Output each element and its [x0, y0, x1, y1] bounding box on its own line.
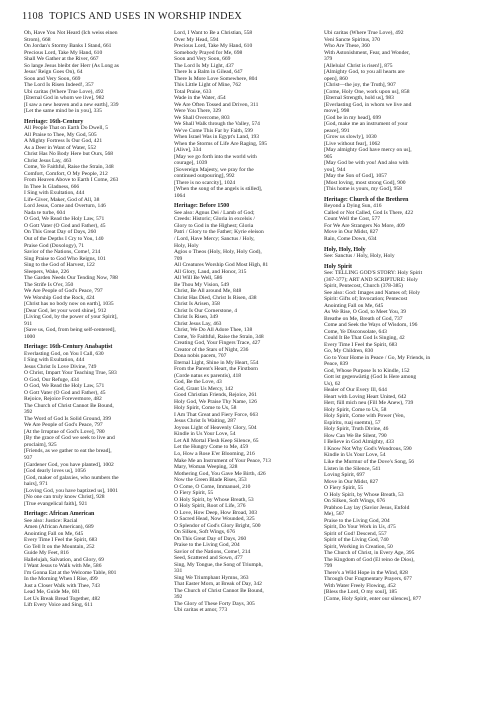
index-entry: All Glory, Laud, and Honor, 315 — [174, 268, 247, 275]
index-entry: Lord Jesus, Come and Overturn, 146 — [24, 203, 106, 210]
index-entry: Out of the Depths I Cry to You, 140 — [24, 235, 104, 242]
index-entry: Through Our Fragmentary Prayers, 677 — [324, 576, 412, 583]
index-entry: [There is no scarcity], 1024 — [174, 179, 236, 186]
index-entry-continuation: Me), 567 — [324, 511, 345, 518]
section-heading: Heritage: African American — [24, 511, 95, 518]
index-entry: Sing to the God of Harvest, 122 — [24, 262, 95, 269]
index-entry: Soon and Very Soon, 669 — [174, 56, 231, 63]
index-entry: Christ, Be All around Me, 848 — [174, 288, 242, 295]
index-entry: How Can We Be Silent, 790 — [324, 432, 387, 439]
index-entry: From Heaven Above to Earth I Come, 263 — [24, 177, 119, 184]
index-entry: The Strife Is O'er, 350 — [24, 281, 74, 288]
index-entry: Dona nobis pacem, 707 — [174, 353, 227, 360]
index-entry: Eternal Light, Shine in My Heart, 554 — [174, 359, 259, 366]
index-entry: For We Are Strangers No More, 409 — [324, 222, 405, 229]
index-entry: As a Deer in Want of Water, 552 — [24, 144, 97, 151]
index-entry: Precious Lord, Take My Hand, 610 — [24, 49, 103, 56]
index-entry: See: Sanctus / Holy, Holy, Holy — [324, 253, 395, 260]
index-entry: Come, Ye Disconsolate, 643 — [324, 328, 387, 335]
index-entry: [May we go forth into the world with — [174, 153, 257, 160]
index-entry-continuation: Strom), 668 — [24, 36, 51, 43]
index-entry: Go, My Children, 830 — [324, 348, 374, 355]
index-entry: There Is More Love Somewhere, 804 — [174, 75, 258, 82]
index-entry: [Alleluia! Christ is risen!], 875 — [324, 62, 393, 69]
index-entry: Let All Mortal Flesh Keep Silence, 65 — [174, 437, 259, 444]
index-entry: God, Be the Love, 43 — [174, 379, 222, 386]
index-entry: See: TELLING GOD'S STORY: Holy Spirit — [324, 270, 423, 277]
index-entry: Come and Seek the Ways of Wisdom, 196 — [324, 322, 418, 329]
index-entry: Sing Praise to God Who Reigns, 101 — [24, 255, 106, 262]
index-entry: O Holy Spirit, by Whose Breath, 53 — [174, 496, 254, 503]
index-entry: Come, Ye Faithful, Raise the Strain, 348 — [174, 333, 264, 340]
index-entry: Christ Jesus Lay, 463 — [24, 157, 72, 164]
index-entry: [God, maker of galaxies, who numbers the — [24, 474, 119, 481]
index-entry: Life-Giver, Maker, God of All, 38 — [24, 196, 100, 203]
index-entry: From the Parent's Heart, the Firstborn — [174, 366, 258, 373]
index-entry: Praise God (Doxology), 71 — [24, 242, 85, 249]
index-entry-continuation: 392 — [174, 594, 183, 601]
index-entry: The Church of Christ, in Every Age, 395 — [324, 550, 415, 557]
section-heading: Heritage: 16th-Century Anabaptist — [24, 344, 113, 351]
index-entry: All Will Be Well, 586 — [174, 275, 223, 282]
index-entry: Precious Lord, Take My Hand, 610 — [174, 43, 253, 50]
index-entry: Somebody Prayed for Me, 698 — [174, 49, 243, 56]
index-entry: [True evangelical faith], 921 — [24, 500, 88, 507]
index-entry: [Sovereign Majesty, we pray for the — [174, 166, 254, 173]
index-entry: Good Christian Friends, Rejoice, 261 — [174, 392, 257, 399]
index-entry: I Want Jesus to Walk with Me, 586 — [24, 563, 102, 570]
index-entry: Christ Has No Body Here but Ours, 568 — [24, 151, 114, 158]
index-entry-continuation: 799 — [324, 563, 333, 570]
index-entry: Christ Is Our Cornerstone, 4 — [174, 307, 238, 314]
index-entry: Prabhoo Lay lay (Savior Jesus, Enfold — [324, 504, 410, 511]
index-entry-continuation: Jesus' Reign Goes On), 64 — [24, 69, 83, 76]
index-entry: Holy Spirit, Come to Us, 58 — [174, 405, 237, 412]
index-entry: O Come, O Come, Immanuel, 210 — [174, 483, 251, 490]
index-entry: Praise to the Living God, 204 — [324, 517, 390, 524]
index-entry: The Lord Is Risen Indeed!, 357 — [24, 82, 94, 89]
index-entry: Anointing Fall on Me, 645 — [24, 530, 84, 537]
index-entry: We Shall Overcome, 803 — [174, 114, 230, 121]
index-entry: [Eternal God in whom we live], 982 — [24, 95, 105, 102]
page-number: 1108 — [22, 11, 44, 22]
index-entry: There's a Wild Hope in the Wind, 828 — [324, 569, 408, 576]
index-entry: Seed, Scattered and Sown, 477 — [174, 555, 243, 562]
index-entry: Every Time I Feel the Spirit, 683 — [324, 341, 398, 348]
index-entry-continuation: hairs], 971 — [24, 481, 48, 488]
index-entry: Christ Is Risen, 349 — [174, 314, 219, 321]
index-entry: We've Come This Far by Faith, 599 — [174, 127, 253, 134]
index-entry: God, Whose Purpose Is to Kindle, 152 — [324, 367, 410, 374]
index-entry: In the Morning When I Rise, 499 — [24, 576, 98, 583]
index-entry: With Water Freely Flowing, 452 — [324, 582, 396, 589]
index-entry: All Praise to Thee, My God, 505 — [24, 131, 97, 138]
index-entry: [Most loving, most strong God], 900 — [324, 179, 406, 186]
index-entry: Lead Me, Guide Me, 601 — [24, 589, 81, 596]
index-entry: Nada te turbe, 604 — [24, 209, 65, 216]
index-entry: Christ Has Died, Christ Is Risen, 438 — [174, 294, 257, 301]
section-heading: Heritage: Church of the Brethren — [324, 196, 409, 203]
index-entry: So lange Jesus bleibt der Herr (As Long as — [24, 62, 119, 69]
index-entry: [When the song of the angels is stilled], — [174, 186, 263, 193]
index-entry: [Christ—the joy, the Truth], 907 — [324, 82, 396, 89]
index-entry: Creating God, Your Fingers Trace, 427 — [174, 340, 261, 347]
index-entry: Guide My Feet, 816 — [24, 550, 69, 557]
index-entry: All People That on Earth Do Dwell, 5 — [24, 125, 109, 132]
index-entry: Called or Not Called, God Is There, 422 — [324, 209, 414, 216]
index-entry: [Loving God, you have baptized us], 1001 — [24, 487, 118, 494]
index-entry: Loving Spirit, 697 — [324, 472, 365, 479]
index-entry: Lift Every Voice and Sing, 611 — [24, 602, 93, 609]
index-entry: O Holy Spirit, by Whose Breath, 53 — [324, 491, 404, 498]
index-entry: Sing, My Tongue, the Song of Triumph, — [174, 561, 263, 568]
index-entry: Let Us Break Bread Together, 482 — [24, 595, 100, 602]
index-entry: On Silken, Soft Wings, 676 — [324, 498, 386, 505]
index-entry-continuation: / Lord, Have Mercy; Sanctus / Holy, — [174, 235, 255, 242]
index-entry: Sleepers, Wake, 226 — [24, 268, 70, 275]
index-entry-continuation: Us), 62 — [324, 380, 341, 387]
index-entry: Joyous Light of Heavenly Glory, 504 — [174, 424, 257, 431]
index-column-1 — [24, 30, 174, 712]
index-entry: Herr, füll mich neu (Fill Me Anew), 739 — [324, 400, 414, 407]
index-entry: That Easter Morn, at Break of Day, 342 — [174, 581, 262, 588]
index-entry: See also: Agnus Dei / Lamb of God; — [174, 209, 255, 216]
index-entry: Kindle in Us Your Love, 54 — [324, 452, 386, 459]
index-entry: Spirit of God! Descend, 557 — [324, 530, 387, 537]
index-entry: O Love, How Deep, How Broad, 303 — [174, 509, 258, 516]
index-entry: Spirit, Working in Creation, 50 — [324, 543, 393, 550]
index-entry-continuation: Spirit: Gifts of; Invocation; Pentecost — [324, 296, 408, 303]
index-entry: The Kingdom of God (El reino de Dios), — [324, 556, 415, 563]
index-entry: [May God be with you! And also with — [324, 160, 409, 167]
index-entry-continuation: (Corde natus ex parentis), 418 — [174, 372, 242, 379]
index-entry: When Israel Was in Egypt's Land, 193 — [174, 134, 260, 141]
index-entry: The Glory of These Forty Days, 305 — [174, 600, 255, 607]
index-entry: Creator of the Stars of Night, 236 — [174, 346, 249, 353]
index-entry: We Shall Walk through the Valley, 574 — [174, 121, 260, 128]
index-entry: Praise to the Living God, 204 — [174, 542, 240, 549]
index-entry: Holy Spirit, Truth Divine, 46 — [324, 426, 389, 433]
index-entry: A Mighty Fortress Is Our God, 421 — [24, 138, 103, 145]
index-entry-continuation: Espíritu, ruaj suemtu), 57 — [324, 419, 381, 426]
index-entry: Rejoice, Rejoice Forevermore, 482 — [24, 396, 102, 403]
page-title: TOPICS AND USES IN WORSHIP INDEX — [49, 11, 243, 22]
index-entry-continuation: 1064 — [174, 192, 186, 199]
index-entry: We Are People of God's Peace, 797 — [24, 288, 103, 295]
index-entry-continuation: Holy, Holy — [174, 242, 199, 249]
running-head — [22, 11, 242, 22]
index-entry: Kindle in Us Your Love, 54 — [174, 431, 236, 438]
index-entry: Now the Green Blade Rises, 353 — [174, 477, 247, 484]
index-entry: Count Well the Cost, 577 — [324, 216, 380, 223]
index-entry: [Alive], 334 — [174, 147, 202, 154]
index-entry: [Eternal Strength, hold us], 983 — [324, 95, 394, 102]
index-entry: Come, Ye Faithful, Raise the Strain, 348 — [24, 164, 114, 171]
index-entry: Savior of the Nations, Come!, 214 — [174, 548, 251, 555]
index-entry: [May almighty God have mercy on us], — [324, 147, 412, 154]
index-entry: All Creatures Worship God Most High, 81 — [174, 262, 269, 269]
index-entry: Move in Our Midst, 827 — [324, 229, 379, 236]
index-entry: I Sing with Exultation, 444 — [24, 190, 85, 197]
index-entry: O Sacred Head, Now Wounded, 325 — [174, 516, 255, 523]
index-entry: Listen in the Silence, 541 — [324, 465, 381, 472]
index-entry: This Little Light of Mine, 762 — [174, 82, 241, 89]
index-column-3 — [324, 30, 474, 712]
index-entry: O God, Our Refuge, 434 — [24, 376, 79, 383]
index-entry: I'm Gonna Eat at the Welcome Table, 801 — [24, 569, 117, 576]
index-entry: O Gott Vater (O God and Father), 45 — [24, 389, 106, 396]
index-entry: Christ, We Do All Adore Thee, 138 — [174, 327, 253, 334]
index-entry: [Live without fear], 1062 — [324, 140, 381, 147]
index-entry: Oh, Have You Not Heard (Ich weiss einen — [24, 30, 118, 36]
index-entry-continuation: 331 — [174, 568, 183, 575]
index-entry: The Church of Christ Cannot Be Bound, — [174, 587, 264, 594]
index-entry: The Garden Needs Our Tending Now, 788 — [24, 275, 118, 282]
index-entry: Savior of the Nations, Come!, 214 — [24, 249, 101, 256]
index-entry: We Are Often Tossed and Driven, 311 — [174, 101, 259, 108]
index-entry: [May the Son of God], 1057 — [324, 173, 387, 180]
index-entry: On Silken, Soft Wings, 676 — [174, 529, 236, 536]
index-entry: [Come, Holy Spirit, enter our silences], 877 — [324, 595, 422, 602]
index-entry: On This Great Day of Days, 260 — [24, 229, 97, 236]
index-entry: Comfort, Comfort, O My People, 212 — [24, 170, 108, 177]
index-entry: Everlasting God, on You I Call, 630 — [24, 350, 104, 357]
index-entry: I Sing with Exultation, 444 — [24, 357, 85, 364]
index-entry: Healer of Our Every Ill, 644 — [324, 387, 387, 394]
index-entry-continuation: open], 860 — [324, 75, 348, 82]
index-entry: O Fiery Spirit, 55 — [174, 490, 214, 497]
index-entry: Just a Closer Walk with Thee, 743 — [24, 582, 100, 589]
index-entry: Mary, Woman Weeping, 328 — [174, 464, 238, 471]
index-entry: [God dearly loves us], 1056 — [24, 468, 86, 475]
index-entry-continuation: move], 998 — [324, 108, 350, 115]
index-entry: I Know Not Why God's Wondrous, 590 — [324, 445, 412, 452]
index-entry: Holy Spirit, Come to Us, 58 — [324, 406, 387, 413]
index-entry: Move in Our Midst, 827 — [324, 478, 379, 485]
index-entry-continuation: proclaim], 925 — [24, 441, 57, 448]
index-entry: Gott ist gegenwärtig (God Is Here among — [324, 374, 417, 381]
index-entry: Breathe on Me, Breath of God, 737 — [324, 315, 403, 322]
index-entry: O God, We Read the Holy Law, 571 — [24, 383, 105, 390]
index-entry: Total Praise, 633 — [174, 88, 212, 95]
index-entry-continuation: courage], 1039 — [174, 160, 208, 167]
index-entry-continuation: 379 — [324, 56, 333, 63]
index-entry: I Believe in God Almighty, 433 — [324, 439, 394, 446]
index-entry: Ubi caritas (Where True Love), 492 — [24, 88, 104, 95]
index-entry: There Is a Balm in Gilead, 647 — [174, 69, 243, 76]
index-entry: Soon and Very Soon, 669 — [24, 75, 81, 82]
index-entry: [Bless the Lord, O my soul], 185 — [324, 589, 398, 596]
index-entry: Lo, How a Rose E'er Blooming, 216 — [174, 451, 255, 457]
index-entry: O Christ, Impart Your Teaching True, 583 — [24, 370, 117, 377]
index-entry-continuation: 911 — [24, 320, 33, 327]
index-entry: [God, make me an instrument of your — [324, 121, 408, 128]
index-entry: Spirit of the Living God, 740 — [324, 537, 389, 544]
index-entry: Make Me an Instrument of Your Peace, 713 — [174, 457, 271, 464]
index-entry-continuation: Spirit, Pentecost, Church (378-385) — [324, 283, 404, 290]
index-entry: The Church of Christ Cannot Be Bound, — [24, 402, 114, 409]
index-entry: When the Storms of Life Are Raging, 595 — [174, 140, 268, 147]
index-entry: O Holy Spirit, Root of Life, 376 — [174, 503, 246, 510]
index-entry: Wade in the Water, 454 — [174, 95, 226, 102]
index-entry: O Splendor of God's Glory Bright, 500 — [174, 522, 261, 529]
index-entry: [Friends, as we gather to eat the bread], — [24, 448, 112, 455]
index-entry: [At the Irruptue of God's Love], 780 — [24, 428, 105, 435]
index-entry: Were You There, 329 — [174, 108, 222, 115]
index-entry-continuation: 392 — [24, 409, 33, 416]
index-entry: [I saw a new heaven and a new earth], 339 — [24, 101, 119, 108]
index-entry: Who Are These, 360 — [324, 43, 370, 50]
index-entry: Anointing Fall on Me, 645 — [324, 302, 384, 309]
index-entry-continuation: (367-377); ART AND SCRIPTURE: Holy — [324, 276, 418, 283]
index-entry: The Word of God Is Solid Ground, 399 — [24, 415, 111, 422]
index-entry: Every Time I Feel the Spirit, 683 — [24, 537, 98, 544]
index-entry: [No one can truly know Christ], 928 — [24, 494, 105, 501]
index-entry-continuation: you], 944 — [324, 166, 346, 173]
index-entry: O Gott Vater (O God and Father), 45 — [24, 222, 106, 229]
index-entry: Sing We Triumphant Hymns, 363 — [174, 574, 249, 581]
index-entry: [God be in my head], 699 — [324, 114, 381, 121]
index-entry: See also: Justice: Racial — [24, 517, 78, 524]
index-entry: [Come, Holy One, work upon us], 858 — [324, 88, 410, 95]
index-entry: [This home is yours, my God], 958 — [324, 186, 402, 193]
index-entry: [Save us, God, from being self-centered], — [24, 327, 116, 334]
index-entry: Holy Spirit, Come with Power (Ven, — [324, 413, 405, 420]
index-entry: Agios o Theos (Holy, Holy, Holy God), — [174, 249, 262, 256]
index-entry-continuation: 1000 — [24, 333, 36, 340]
index-entry: We Are People of God's Peace, 797 — [24, 422, 103, 429]
index-entry-continuation: 709 — [174, 255, 183, 262]
section-heading: Heritage: 16th-Century — [24, 118, 84, 125]
index-entry: [Living God, by the power of your Spirit], — [24, 314, 118, 321]
index-entry-continuation: Glory to God in the Highest; Gloria — [174, 222, 254, 229]
index-column-2 — [174, 30, 324, 712]
index-entry: O God, We Read the Holy Law, 571 — [24, 216, 105, 223]
index-entry: [Christ has no body now on earth], 1035 — [24, 301, 114, 308]
index-entry: See also: God: Images and Names of; Holy — [324, 289, 420, 296]
index-entry: Heart with Loving Heart United, 642 — [324, 393, 407, 400]
index-entry-continuation: 905 — [324, 153, 333, 160]
index-entry-continuation: continued outpouring], 992 — [174, 173, 235, 180]
index-entry: [Gardener God, you have planted], 1002 — [24, 461, 114, 468]
index-entry: Hallelujah, Salvation, and Glory, 69 — [24, 556, 104, 563]
index-entry: [Everlasting God, in whom we live and — [324, 101, 412, 108]
index-entry: Go Tell It on the Mountain, 252 — [24, 543, 95, 550]
index-entry: Mothering God, You Gave Me Birth, 426 — [174, 470, 266, 477]
index-entry: Jesus Christ Is Love Divine, 749 — [24, 363, 97, 370]
index-entry: Jesus Christ Is Waiting, 287 — [174, 418, 236, 425]
index-entry: [Almighty God, to you all hearts are — [324, 69, 405, 76]
section-heading: Heritage: Before 1500 — [174, 203, 230, 210]
index-entry: God, Grant Us Mercy, 142 — [174, 385, 234, 392]
index-entry: Rain, Come Down, 634 — [324, 235, 377, 242]
index-entry-continuation: peace], 991 — [324, 127, 350, 134]
index-entry: Christ Jesus Lay, 463 — [174, 320, 222, 327]
section-heading: Holy Spirit — [324, 263, 352, 270]
index-entry: Over My Head, 594 — [174, 36, 219, 43]
index-entry: [By the grace of God we seek to live and — [24, 435, 115, 442]
index-entry: With Astonishment, Fear, and Wonder, — [324, 49, 410, 56]
index-entry: Spirit, Do Your Work in Us, 475 — [324, 524, 396, 531]
index-entry-continuation: Peace, 839 — [324, 361, 349, 368]
index-columns — [24, 30, 474, 712]
index-entry: In Thee Is Gladness, 666 — [24, 183, 80, 190]
index-entry: Go to Your Home in Peace / Go, My Friends, in — [324, 354, 431, 361]
index-entry: [Dear God, let your word shine], 912 — [24, 307, 107, 314]
index-entry: I Am That Great and Fiery Force, 663 — [174, 411, 259, 418]
index-entry: The Lord Is My Light, 437 — [174, 62, 234, 69]
index-entry: As We Rise, O God, to Meet You, 39 — [324, 309, 407, 316]
index-entry: Veni Sancte Spiritus, 370 — [324, 36, 381, 43]
index-entry: Amen (African American), 689 — [24, 524, 94, 531]
index-entry-continuation: Patri / Glory to the Father; Kyrie eleison — [174, 229, 264, 236]
index-entry-continuation: 937 — [24, 455, 33, 461]
index-entry: Beyond a Dying Sun, 416 — [324, 203, 382, 210]
index-entry: Could It Be That God Is Singing, 42 — [324, 335, 405, 342]
index-entry: O Fiery Spirit, 55 — [324, 485, 364, 492]
index-entry: On Jordan's Stormy Banks I Stand, 661 — [24, 43, 112, 50]
index-entry: Ubi caritas et amor, 773 — [174, 607, 228, 614]
index-entry: Holy God, We Praise Thy Name, 126 — [174, 398, 257, 405]
index-entry: Shall We Gather at the River, 667 — [24, 56, 99, 63]
index-entry: [Grow us slowly], 1030 — [324, 134, 377, 141]
index-entry: Lord, I Want to Be a Christian, 558 — [174, 30, 253, 36]
index-entry: Christ Is Arisen, 358 — [174, 301, 220, 308]
index-entry: Ubi caritas (Where True Love), 492 — [324, 30, 404, 36]
index-entry: Let the Hungry Come to Me, 459 — [174, 444, 249, 451]
index-entry: Be Thou My Vision, 549 — [174, 281, 230, 288]
index-entry: On This Great Day of Days, 260 — [174, 535, 247, 542]
index-entry-continuation: Creeds: Historic; Gloria in excelsis / — [174, 216, 255, 223]
index-entry: Like the Murmur of the Dove's Song, 56 — [324, 459, 415, 465]
index-entry: We Worship God the Rock, 424 — [24, 294, 95, 301]
section-heading: Holy, Holy, Holy — [324, 246, 366, 253]
index-entry: [Let the same mind be in you], 335 — [24, 108, 102, 115]
